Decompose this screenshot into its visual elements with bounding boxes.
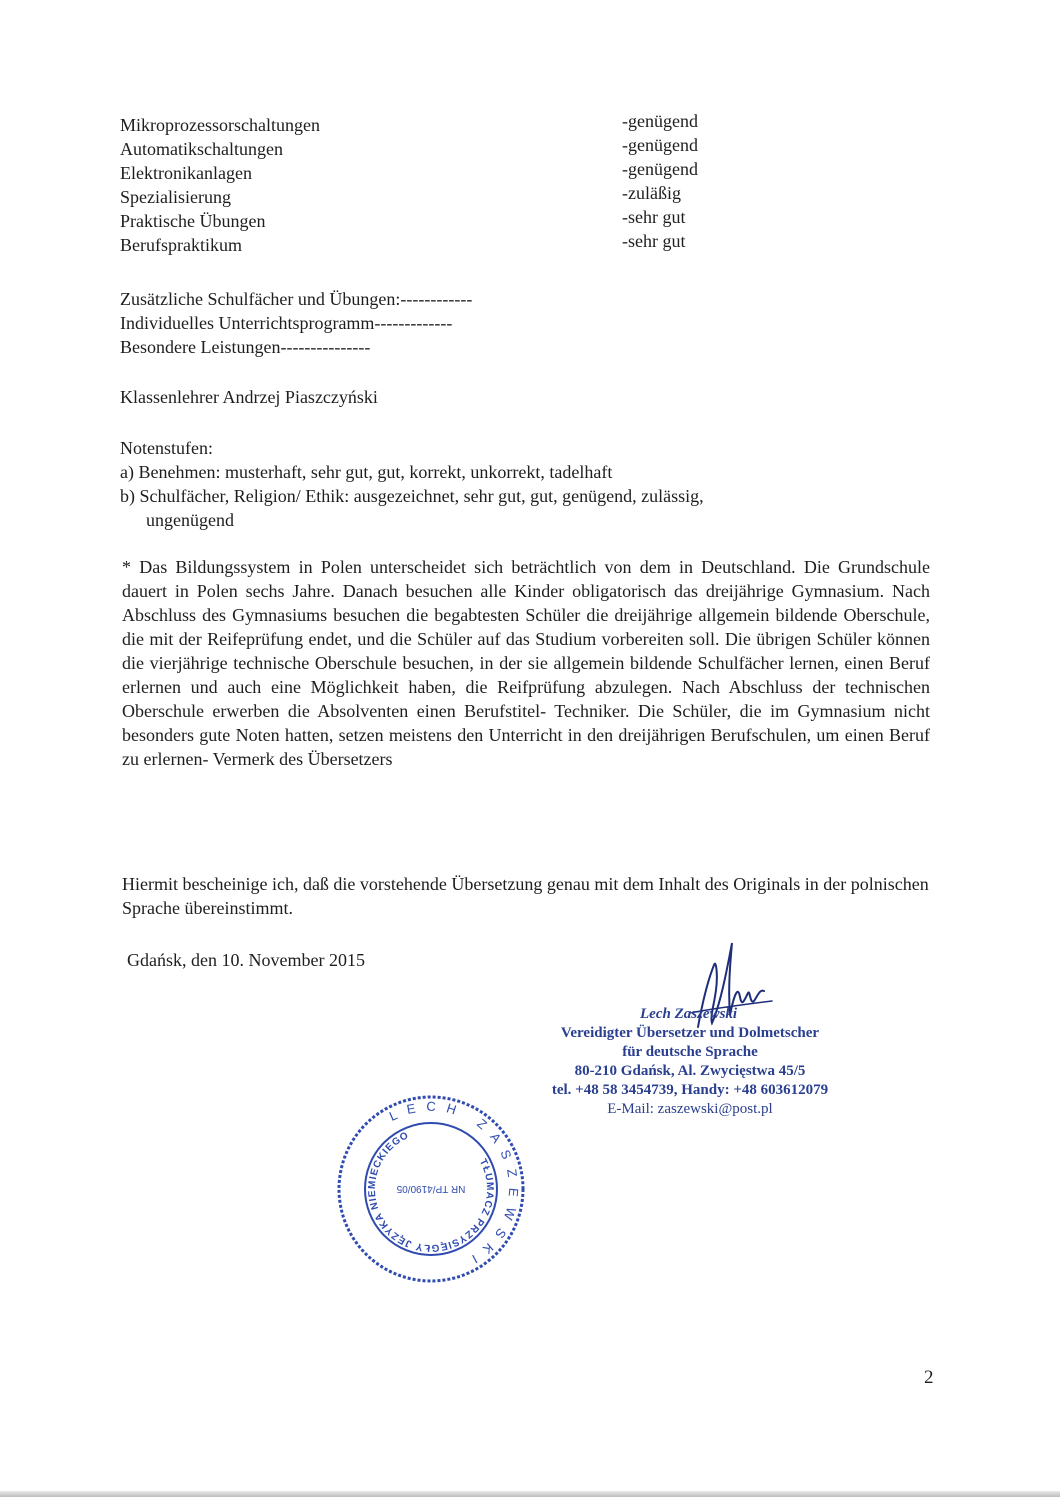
grading-scale-subjects-continued: ungenügend: [146, 510, 234, 530]
grade-value: -zuläßig: [622, 183, 681, 203]
translator-footnote: * Das Bildungssystem in Polen unterscheidet sich beträchtlich von dem in Deutschland. Die Grundschule dauert in Polen sechs Jahre. Danach besuchen alle Kinder obligatorisch das dreijährige Gymnasium. Nach Abschluss des Gymnasiums besuchen die begabtesten Schüler die dreijährige allgemein bildende Oberschule, die mit der Reifeprüfung endet, und die Schüler auf das Studium vorbereiten soll. Die übrigen Schüler können die vierjährige technische Oberschule besuchen, in der sie allgemein bildende Schulfächer lernen, einen Beruf erlernen und auch eine Möglichkeit haben, die Reifprüfung abzulegen. Nach Abschluss der technischen Oberschule erwerben die Absolventen einen Berufstitel- Techniker. Die Schüler, die im Gymnasium nicht besonders gute Noten hatten, setzen meistens den Unterricht in den dreijährigen Berufschulen, um einen Beruf zu erlernen- Vermerk des Übersetzers: [122, 557, 930, 769]
class-teacher: Klassenlehrer Andrzej Piaszczyński: [120, 387, 378, 407]
grade-value: -sehr gut: [622, 207, 686, 227]
grade-subject: Automatikschaltungen: [120, 139, 283, 159]
stamp-outer-text: LECH ZASZEWSKI: [386, 1098, 522, 1272]
translator-email: E-Mail: zaszewski@post.pl: [607, 1101, 773, 1117]
grade-row: [120, 233, 740, 257]
translator-title: Vereidigter Übersetzer und Dolmetscher: [560, 1025, 820, 1041]
translator-name: Lech Zaszewski: [640, 1006, 738, 1022]
grade-subject: Berufspraktikum: [120, 235, 242, 255]
certification-statement: Hiermit bescheinige ich, daß die vorstehende Übersetzung genau mit dem Inhalt des Originals in der polnischen Sprache übereinstimmt.: [122, 874, 929, 918]
grade-value: -genügend: [622, 135, 698, 155]
grade-subject: Elektronikanlagen: [120, 163, 252, 183]
grading-scale-subjects: b) Schulfächer, Religion/ Ethik: ausgezeichnet, sehr gut, gut, genügend, zulässig,: [120, 486, 704, 506]
grade-value: -sehr gut: [622, 231, 686, 251]
grade-subject: Spezialisierung: [120, 187, 231, 207]
grade-value: -genügend: [622, 111, 698, 131]
extras-block: [120, 287, 472, 359]
grade-subject: Praktische Übungen: [120, 211, 266, 231]
translator-stamp-block: [520, 1005, 860, 1119]
place-and-date: Gdańsk, den 10. November 2015: [127, 950, 365, 970]
individual-program-line: Individuelles Unterrichtsprogramm-------------: [120, 313, 453, 333]
page-number: 2: [924, 1367, 934, 1388]
special-achievements-line: Besondere Leistungen---------------: [120, 337, 371, 357]
stamp-number: NR TP/4190/05: [396, 1183, 466, 1194]
scan-bottom-edge: [0, 1491, 1060, 1497]
grades-list: [120, 113, 740, 257]
grade-subject: Mikroprozessorschaltungen: [120, 115, 320, 135]
stamp-inner-text: TŁUMACZ PRZYSIĘGŁY JĘZYKA NIEMIECKIEGO: [366, 1129, 496, 1254]
grade-value: -genügend: [622, 159, 698, 179]
translator-phone: tel. +48 58 3454739, Handy: +48 603612079: [551, 1082, 829, 1098]
grading-scale-behavior: a) Benehmen: musterhaft, sehr gut, gut, korrekt, unkorrekt, tadelhaft: [120, 462, 613, 482]
grading-scale: [120, 436, 840, 532]
official-round-stamp: [334, 1092, 528, 1286]
translator-language: für deutsche Sprache: [622, 1044, 758, 1060]
additional-subjects-line: Zusätzliche Schulfächer und Übungen:------------: [120, 289, 473, 309]
grading-scale-heading: Notenstufen:: [120, 438, 213, 458]
translator-address: 80-210 Gdańsk, Al. Zwycięstwa 45/5: [574, 1063, 806, 1079]
